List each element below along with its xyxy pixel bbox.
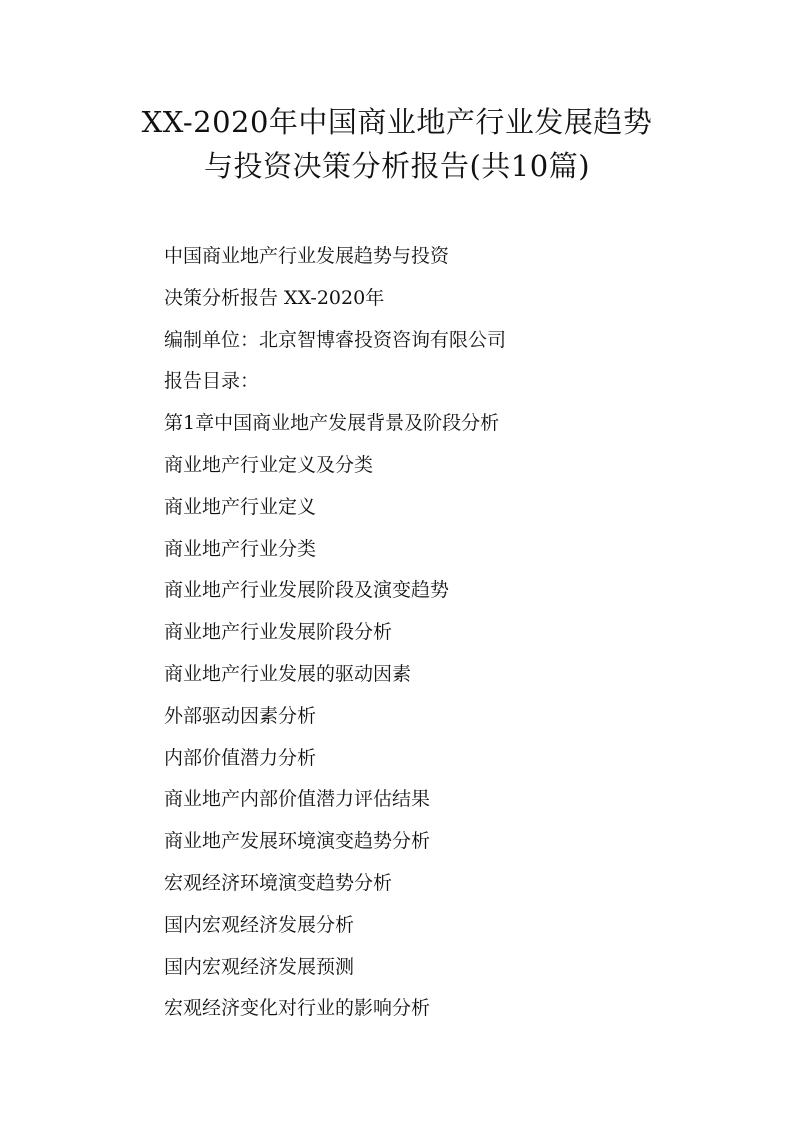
toc-item: 商业地产行业发展阶段及演变趋势 — [164, 579, 450, 602]
compiler-line: 编制单位：北京智博睿投资咨询有限公司 — [164, 328, 507, 351]
toc-item: 国内宏观经济发展预测 — [164, 955, 355, 978]
toc-heading: 报告目录： — [164, 370, 260, 393]
intro-line-1: 中国商业地产行业发展趋势与投资 — [164, 245, 450, 267]
toc-item: 外部驱动因素分析 — [164, 704, 317, 727]
document-title — [0, 100, 794, 188]
toc-item: 第1章中国商业地产发展背景及阶段分析 — [164, 412, 500, 435]
toc-item: 商业地产内部价值潜力评估结果 — [164, 788, 431, 811]
toc-item: 商业地产发展环境演变趋势分析 — [164, 830, 431, 853]
title-line-1: XX-2020年中国商业地产行业发展趋势 — [141, 105, 653, 139]
intro-line-2: 决策分析报告 XX-2020年 — [164, 286, 385, 309]
toc-item: 宏观经济变化对行业的影响分析 — [164, 997, 431, 1020]
toc-item: 商业地产行业发展的驱动因素 — [164, 662, 412, 685]
toc-item: 国内宏观经济发展分析 — [164, 913, 355, 936]
toc-item: 宏观经济环境演变趋势分析 — [164, 871, 393, 894]
toc-item: 内部价值潜力分析 — [164, 746, 317, 769]
document-body — [164, 236, 724, 1030]
title-line-2: 与投资决策分析报告(共10篇) — [203, 149, 591, 183]
toc-item: 商业地产行业定义 — [164, 495, 317, 518]
toc-item: 商业地产行业分类 — [164, 537, 317, 560]
toc-item: 商业地产行业定义及分类 — [164, 453, 374, 476]
toc-item: 商业地产行业发展阶段分析 — [164, 621, 393, 644]
